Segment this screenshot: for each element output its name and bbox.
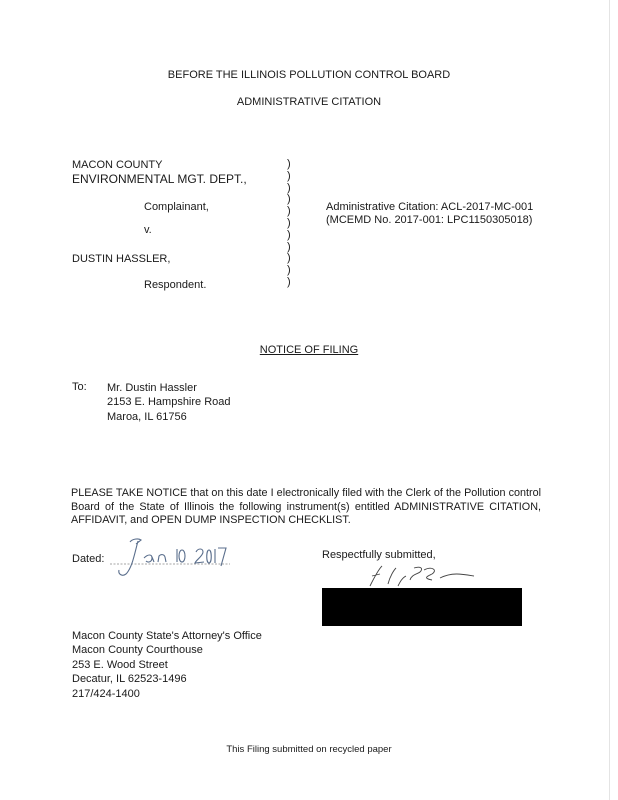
dated-label: Dated: [72,553,105,565]
recipient-city: Maroa, IL 61756 [107,410,187,423]
sender-phone: 217/424-1400 [72,687,140,700]
notice-title: NOTICE OF FILING [259,344,359,356]
redacted-signature-block [322,588,522,626]
sender-street: 253 E. Wood Street [72,658,168,671]
recipient-name: Mr. Dustin Hassler [107,382,197,394]
respondent-role: Respondent. [144,279,207,291]
sender-building: Macon County Courthouse [72,644,203,657]
notice-paragraph: PLEASE TAKE NOTICE that on this date I electronically filed with the Clerk of the Pollution control Board of the State of Illinois the following instrument(s) entitled ADMINISTRATIVE CITATION, AFFIDAVIT, and OPEN DUMP INSPECTION CHECKLIST. [71,487,541,526]
complainant-name-line1: MACON COUNTY [72,159,163,171]
footer-note: This Filing submitted on recycled paper [226,744,392,755]
versus-label: v. [144,224,152,236]
sender-city: Decatur, IL 62523-1496 [72,673,187,686]
complainant-role: Complainant, [144,201,209,213]
recipient-street: 2153 E. Hampshire Road [107,396,231,409]
closing-phrase: Respectfully submitted, [322,549,436,561]
sender-office: Macon County State's Attorney's Office [72,630,262,642]
signature [362,560,482,590]
recipient-address [107,381,231,424]
court-heading: BEFORE THE ILLINOIS POLLUTION CONTROL BOARD [167,69,451,81]
to-label: To: [72,381,87,393]
caption-bracket-column: ) ) ) ) ) ) ) ) ) ) ) [287,158,291,288]
respondent-name: DUSTIN HASSLER, [72,253,171,265]
complainant-name-line2: ENVIRONMENTAL MGT. DEPT., [72,172,247,186]
agency-reference-number: (MCEMD No. 2017-001: LPC1150305018) [326,214,533,226]
sender-address [72,629,262,701]
handwritten-date [108,536,232,582]
document-type-heading: ADMINISTRATIVE CITATION [236,96,382,108]
case-number: Administrative Citation: ACL-2017-MC-001 [326,201,534,213]
scan-edge-line [609,0,610,800]
